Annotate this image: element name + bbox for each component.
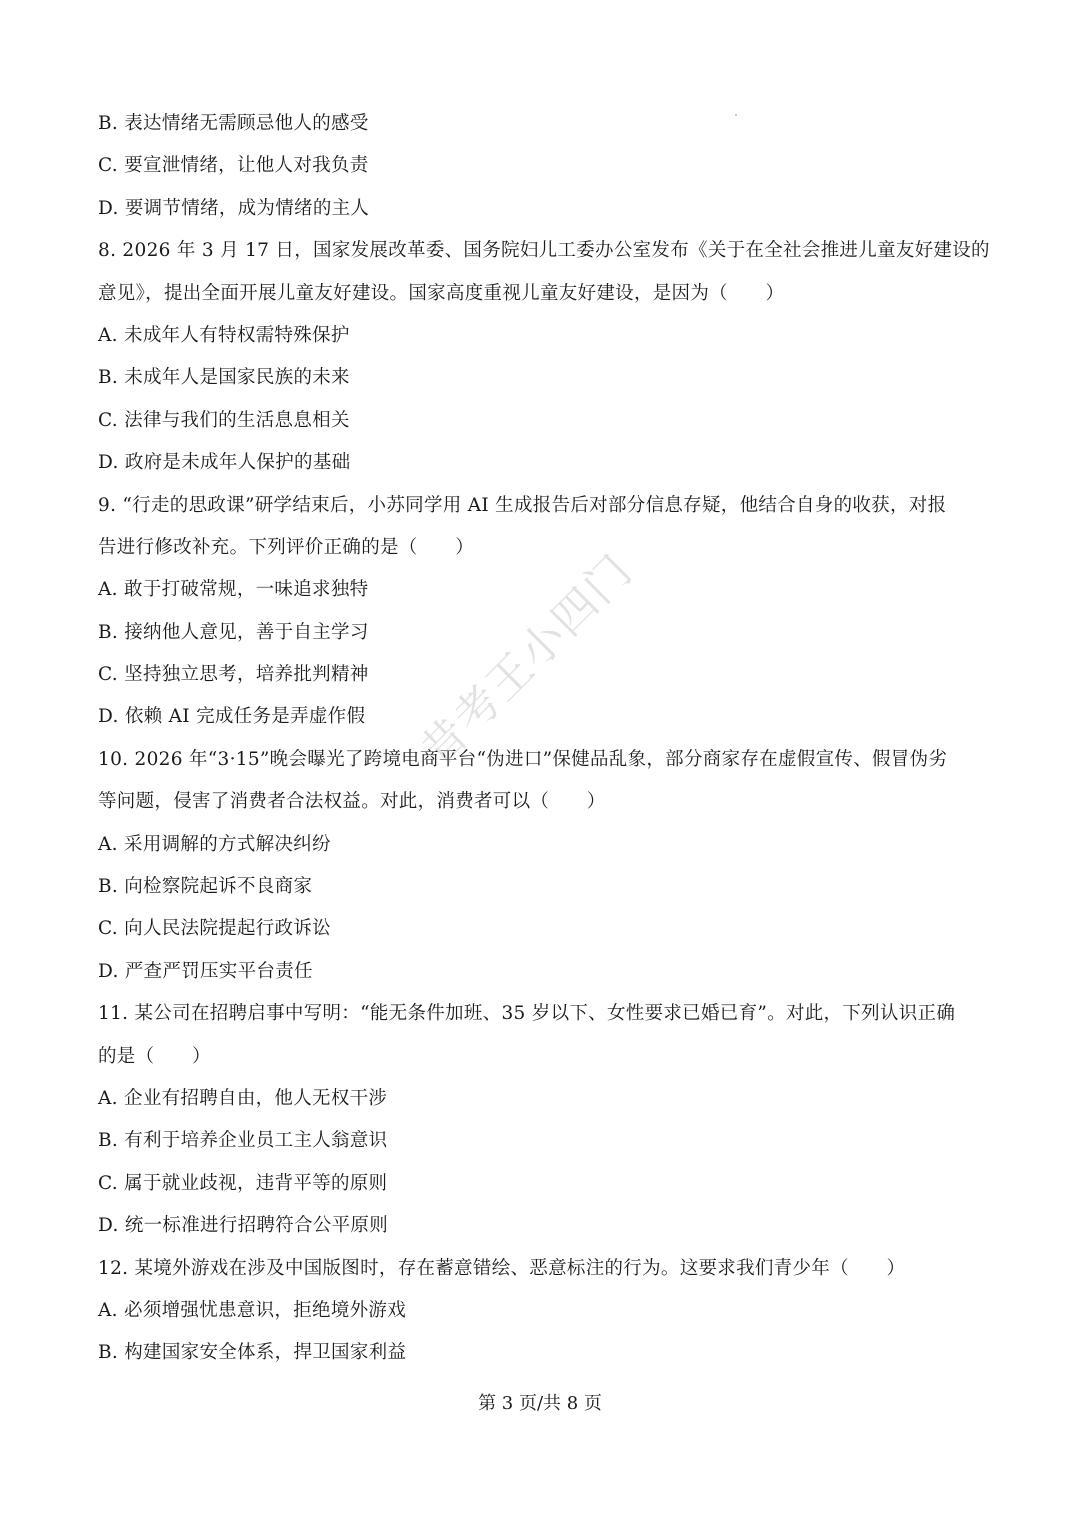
question-12-stem: 12. 某境外游戏在涉及中国版图时，存在蓄意错绘、恶意标注的行为。这要求我们青少年（ ）: [98, 1257, 906, 1279]
question-9-stem: 告进行修改补充。下列评价正确的是（ ）: [98, 536, 475, 558]
option-line: A. 企业有招聘自由，他人无权干涉: [98, 1087, 388, 1109]
question-10-stem: 等问题，侵害了消费者合法权益。对此，消费者可以（ ）: [98, 791, 606, 813]
option-line: D. 要调节情绪，成为情绪的主人: [98, 197, 370, 219]
question-9-stem: 9. “行走的思政课”研学结束后，小苏同学用 AI 生成报告后对部分信息存疑，他结合自身的收获，对报: [98, 494, 947, 516]
question-11-stem: 的是（ ）: [98, 1045, 211, 1067]
page-number: 第 3 页/共 8 页: [478, 1393, 602, 1414]
option-line: B. 有利于培养企业员工主人翁意识: [98, 1130, 388, 1152]
option-line: B. 未成年人是国家民族的未来: [98, 367, 350, 389]
option-line: C. 要宣泄情绪，让他人对我负责: [98, 155, 369, 177]
option-line: B. 接纳他人意见，善于自主学习: [98, 621, 369, 643]
option-line: D. 统一标准进行招聘符合公平原则: [98, 1215, 389, 1237]
option-line: A. 未成年人有特权需特殊保护: [98, 324, 350, 346]
option-line: B. 构建国家安全体系，捍卫国家利益: [98, 1342, 407, 1364]
option-line: B. 向检察院起诉不良商家: [98, 876, 313, 898]
option-line: C. 属于就业歧视，违背平等的原则: [98, 1172, 388, 1194]
question-content: [98, 103, 988, 1375]
option-line: A. 敢于打破常规，一味追求独特: [98, 579, 369, 601]
option-line: D. 依赖 AI 完成任务是弄虚作假: [98, 706, 366, 728]
watermark: 昔考王小四门: [411, 544, 644, 776]
option-line: C. 向人民法院提起行政诉讼: [98, 918, 331, 940]
question-11-stem: 11. 某公司在招聘启事中写明：“能无条件加班、35 岁以下、女性要求已婚已育”。对此，下列认识正确: [98, 1003, 956, 1025]
question-8-stem: 意见》，提出全面开展儿童友好建设。国家高度重视儿童友好建设，是因为（ ）: [98, 282, 785, 304]
option-line: D. 政府是未成年人保护的基础: [98, 452, 351, 474]
option-line: B. 表达情绪无需顾忌他人的感受: [98, 113, 369, 134]
option-line: D. 严查严罚压实平台责任: [98, 960, 313, 982]
question-10-stem: 10. 2026 年“3·15”晚会曝光了跨境电商平台“伪进口”保健品乱象，部分商家存在虚假宣传、假冒伪劣: [98, 748, 948, 770]
question-8-stem: 8. 2026 年 3 月 17 日，国家发展改革委、国务院妇儿工委办公室发布《关于在全社会推进儿童友好建设的: [98, 240, 990, 262]
option-line: A. 必须增强忧患意识，拒绝境外游戏: [98, 1299, 407, 1321]
option-line: C. 坚持独立思考，培养批判精神: [98, 664, 369, 686]
option-line: A. 采用调解的方式解决纠纷: [98, 833, 331, 855]
option-line: C. 法律与我们的生活息息相关: [98, 409, 350, 431]
